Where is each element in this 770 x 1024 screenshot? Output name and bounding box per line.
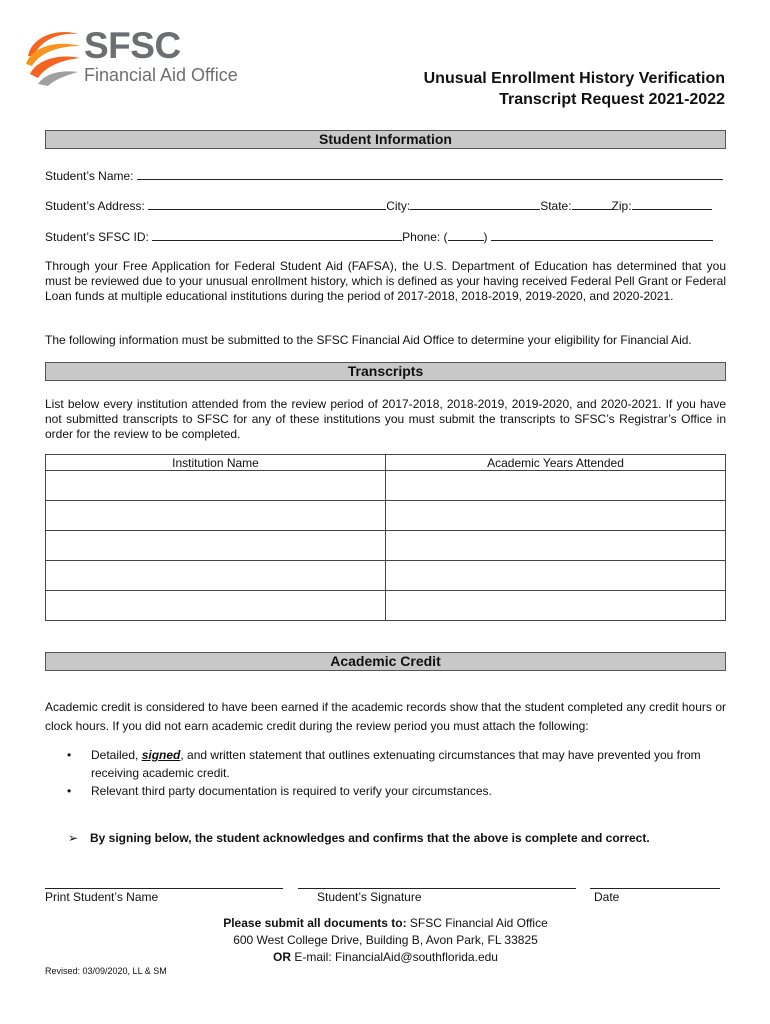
- submit-line-1: [45, 915, 726, 932]
- academic-credit-header: Academic Credit: [45, 652, 726, 671]
- institution-name-cell[interactable]: [46, 591, 386, 621]
- submit-instructions: [45, 915, 726, 966]
- submit-email[interactable]: E-mail: FinancialAid@southflorida.edu: [291, 950, 498, 964]
- date-label: Date: [594, 890, 620, 904]
- list-item: [45, 782, 726, 800]
- academic-years-cell[interactable]: [386, 471, 726, 501]
- table-row: [46, 501, 726, 531]
- bullet2-text: Relevant third party documentation is required to verify your circumstances.: [91, 784, 492, 798]
- fafsa-paragraph: Through your Free Application for Federal Student Aid (FAFSA), the U.S. Department of Education has determined that you must be reviewed due to your unusual enrollment history, which is defined as your having received Federal Pell Grant or Federal Loan funds at multiple educational institutions during the period of 2017-2018, 2018-2019, 2019-2020, and 2020-2021.: [45, 259, 726, 303]
- title-line-2: Transcript Request 2021-2022: [499, 91, 725, 108]
- submit-address: 600 West College Drive, Building B, Avon Park, FL 33825: [233, 933, 538, 947]
- academic-credit-paragraph: Academic credit is considered to have been earned if the academic records show that the student completed any credit hours or clock hours. If you did not earn academic credit during the review period you must attach the following:: [45, 700, 726, 733]
- signature-label: Student’s Signature: [317, 890, 422, 904]
- bullet1-text-end: , and written statement that outlines extenuating circumstances that may have prevented you from receiving academic credit.: [91, 748, 701, 780]
- student-address-label: Student’s Address:: [45, 199, 145, 213]
- bullet1-text-start: Detailed,: [91, 748, 142, 762]
- phone-number-field[interactable]: [491, 230, 713, 241]
- print-name-label: Print Student’s Name: [45, 890, 159, 904]
- transcripts-header: Transcripts: [45, 362, 726, 381]
- requirements-list: [45, 746, 726, 800]
- logo-subtitle: Financial Aid Office: [84, 65, 238, 85]
- list-item: [45, 746, 726, 782]
- submit-lead: Please submit all documents to:: [223, 916, 407, 930]
- student-name-label: Student’s Name:: [45, 169, 134, 183]
- academic-years-column-header: Academic Years Attended: [386, 455, 726, 471]
- submit-line-3: [45, 949, 726, 966]
- institutions-table: [45, 454, 726, 621]
- student-name-field[interactable]: [137, 169, 723, 180]
- academic-years-cell[interactable]: [386, 531, 726, 561]
- institution-name-cell[interactable]: [46, 561, 386, 591]
- bullet-icon: •: [67, 784, 72, 798]
- eligibility-paragraph: The following information must be submitted to the SFSC Financial Aid Office to determine your eligibility for Financial Aid.: [45, 333, 692, 347]
- student-id-label: Student’s SFSC ID:: [45, 230, 149, 244]
- table-row: [46, 531, 726, 561]
- city-field[interactable]: [410, 199, 540, 210]
- submit-office: SFSC Financial Aid Office: [406, 916, 548, 930]
- academic-years-cell[interactable]: [386, 501, 726, 531]
- title-line-1: Unusual Enrollment History Verification: [423, 70, 725, 87]
- institution-name-cell[interactable]: [46, 531, 386, 561]
- institution-name-cell[interactable]: [46, 501, 386, 531]
- swoosh-logo-icon: [24, 26, 82, 88]
- table-row: [46, 561, 726, 591]
- student-id-row: [45, 229, 726, 245]
- table-row: [46, 591, 726, 621]
- acknowledgement-text: By signing below, the student acknowledges and confirms that the above is complete and correct.: [90, 831, 650, 845]
- student-information-header: Student Information: [45, 130, 726, 149]
- submit-or: OR: [273, 950, 292, 964]
- phone-area-code-field[interactable]: [448, 230, 484, 241]
- logo-name: SFSC: [84, 25, 181, 66]
- arrow-bullet-icon: ➢: [68, 831, 79, 845]
- academic-years-cell[interactable]: [386, 561, 726, 591]
- transcripts-paragraph: List below every institution attended from the review period of 2017-2018, 2018-2019, 2019-2020, and 2020-2021. If you have not submitted transcripts to SFSC for any of these institutions you must submit the transcripts to SFSC’s Registrar’s Office in order for the review to be completed.: [45, 397, 726, 441]
- signed-emphasis: signed: [141, 748, 181, 762]
- city-label: City:: [386, 199, 411, 213]
- acknowledgement: [68, 830, 650, 846]
- academic-years-cell[interactable]: [386, 591, 726, 621]
- student-name-row: [45, 168, 726, 184]
- zip-label: Zip:: [611, 199, 632, 213]
- zip-field[interactable]: [632, 199, 712, 210]
- document-title: [424, 68, 725, 110]
- student-address-field[interactable]: [148, 199, 386, 210]
- institution-name-cell[interactable]: [46, 471, 386, 501]
- state-field[interactable]: [572, 199, 612, 210]
- state-label: State:: [540, 199, 572, 213]
- revised-note: Revised: 03/09/2020, LL & SM: [45, 966, 167, 976]
- student-address-row: [45, 198, 726, 214]
- phone-paren: ): [483, 230, 488, 244]
- bullet-icon: •: [67, 748, 72, 762]
- institution-name-column-header: Institution Name: [46, 455, 386, 471]
- table-row: [46, 471, 726, 501]
- phone-label: Phone: (: [402, 230, 448, 244]
- sfsc-logo: [24, 24, 244, 90]
- student-id-field[interactable]: [152, 230, 402, 241]
